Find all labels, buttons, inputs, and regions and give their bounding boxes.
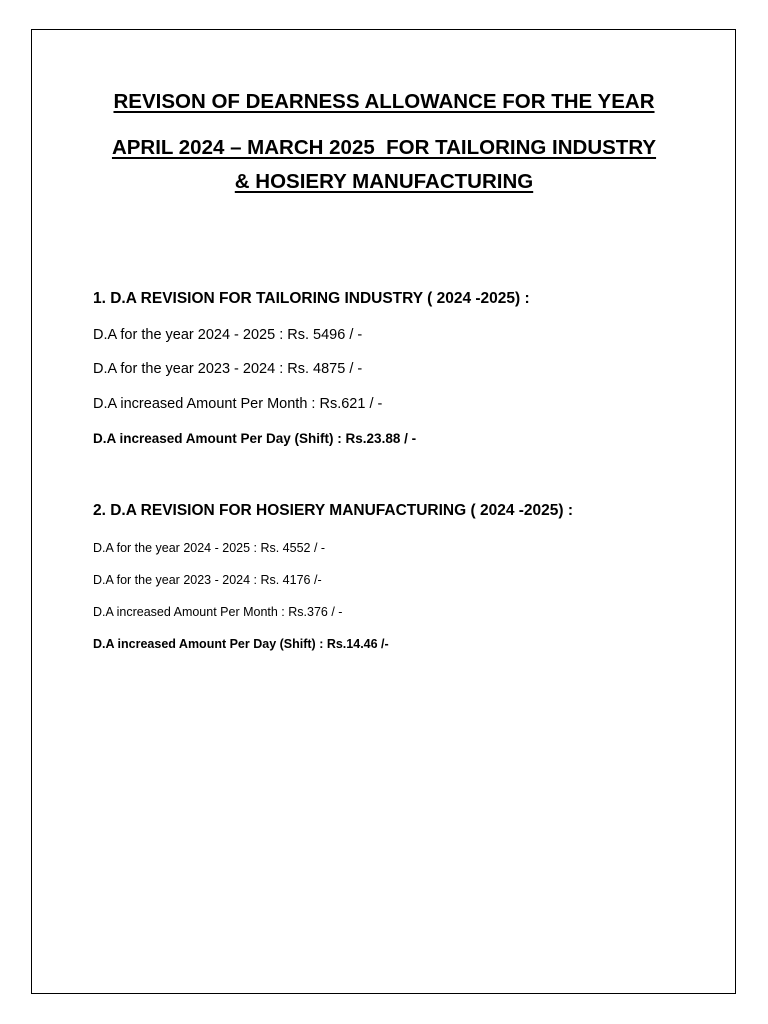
document-title-line-1: REVISON OF DEARNESS ALLOWANCE FOR THE YEAR — [113, 90, 655, 113]
document-title-line-3: & HOSIERY MANUFACTURING — [234, 170, 534, 193]
hosiery-da-current-year: D.A for the year 2024 - 2025 : Rs. 4552 / - — [93, 541, 326, 555]
tailoring-da-increase-month: D.A increased Amount Per Month : Rs.621 / - — [93, 396, 383, 412]
tailoring-da-increase-day: D.A increased Amount Per Day (Shift) : Rs.23.88 / - — [93, 431, 417, 446]
tailoring-da-current-year: D.A for the year 2024 - 2025 : Rs. 5496 / - — [93, 327, 363, 343]
section-heading-hosiery: 2. D.A REVISION FOR HOSIERY MANUFACTURING ( 2024 -2025) : — [93, 502, 574, 519]
document-title-line-2: APRIL 2024 – MARCH 2025 FOR TAILORING INDUSTRY — [111, 136, 657, 159]
hosiery-da-increase-month: D.A increased Amount Per Month : Rs.376 / - — [93, 605, 343, 619]
hosiery-da-previous-year: D.A for the year 2023 - 2024 : Rs. 4176 /- — [93, 573, 322, 587]
hosiery-da-increase-day: D.A increased Amount Per Day (Shift) : Rs.14.46 /- — [93, 637, 389, 651]
tailoring-da-previous-year: D.A for the year 2023 - 2024 : Rs. 4875 / - — [93, 361, 363, 377]
section-heading-tailoring: 1. D.A REVISION FOR TAILORING INDUSTRY ( 2024 -2025) : — [93, 290, 530, 307]
